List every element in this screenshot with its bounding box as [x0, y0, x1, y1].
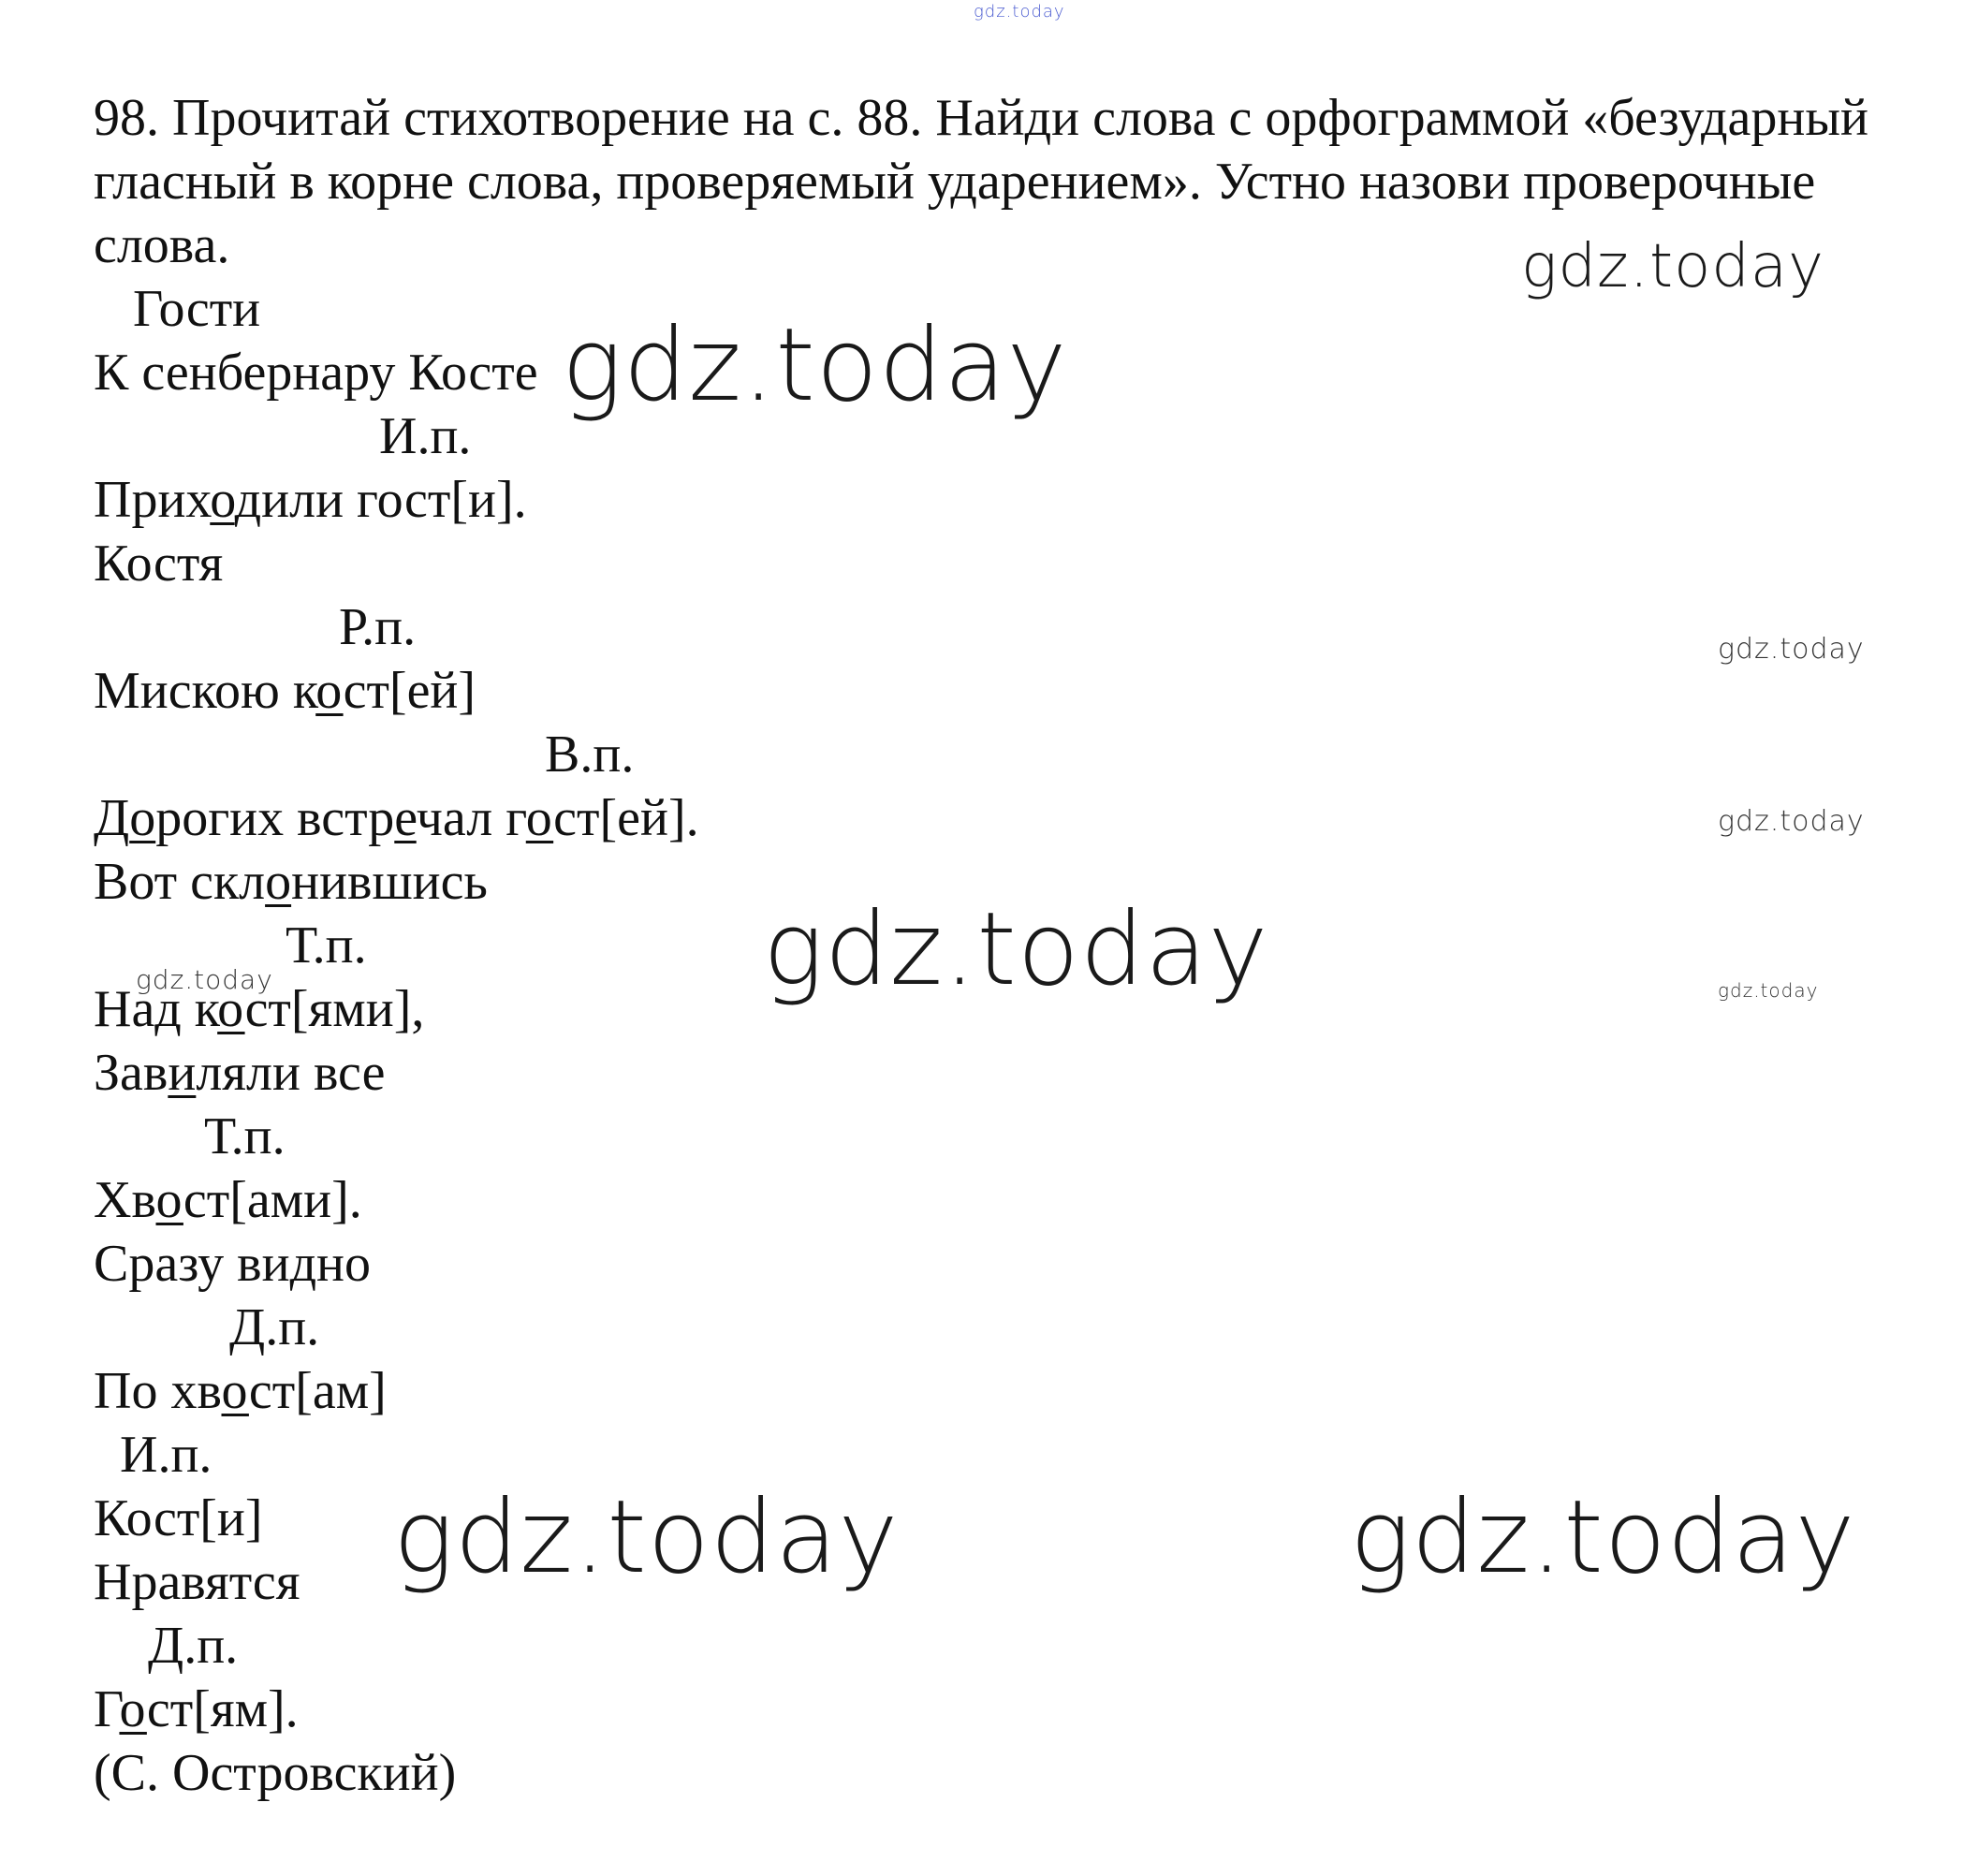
poem-line-1	[94, 341, 538, 404]
case-label-2: Р.п.	[339, 598, 417, 656]
case-label-1: И.п.	[379, 407, 472, 465]
unstressed-vowel: о	[315, 662, 344, 720]
poem-line-2	[94, 468, 527, 532]
unstressed-vowel: о	[217, 980, 245, 1038]
poem-line-4	[94, 659, 476, 723]
poem-line-8	[94, 1041, 385, 1105]
unstressed-vowel: о	[525, 789, 554, 847]
poem-line-14	[94, 1678, 299, 1741]
line-text: ст[ей]	[343, 662, 476, 720]
poem-line-7	[94, 977, 424, 1041]
poem-line-6	[94, 850, 488, 914]
line-text: рогих встр	[155, 789, 395, 847]
line-text: ст[ам]	[248, 1362, 387, 1420]
line-text: Сразу видно	[94, 1235, 372, 1293]
line-text: Д	[94, 789, 130, 847]
line-text: ст[ям].	[146, 1680, 299, 1738]
line-text: Мискою к	[94, 662, 316, 720]
watermark-large-2: gdz.today	[763, 891, 1269, 1008]
poem-line-10	[94, 1232, 371, 1296]
poem-line-5	[94, 786, 699, 850]
case-label-3: В.п.	[545, 725, 635, 784]
line-text: Нравятся	[94, 1553, 300, 1611]
line-text: К сенбернару Косте	[94, 344, 538, 402]
line-text: Зав	[94, 1044, 168, 1102]
unstressed-vowel: о	[265, 853, 292, 911]
line-text: Над к	[94, 980, 218, 1038]
watermark-large-3: gdz.today	[393, 1479, 900, 1596]
line-text: Прих	[94, 471, 211, 529]
line-text: ст[ами].	[183, 1171, 362, 1229]
unstressed-vowel: е	[394, 789, 417, 847]
watermark-top: gdz.today	[974, 2, 1065, 22]
watermark-top-right: gdz.today	[1521, 232, 1824, 301]
poem-line-11	[94, 1359, 387, 1423]
line-text: чал г	[416, 789, 526, 847]
unstressed-vowel: о	[221, 1362, 249, 1420]
poem-title: Гости	[133, 280, 261, 338]
watermark-right-1: gdz.today	[1718, 633, 1865, 666]
line-text: ст[ей].	[553, 789, 699, 847]
unstressed-vowel: о	[155, 1171, 183, 1229]
case-label-8: Д.п.	[148, 1617, 239, 1675]
poem-line-12	[94, 1487, 263, 1550]
task-text: 98. Прочитай стихотворение на с. 88. Найди слова с орфограммой «безударный гласный в корне слова, проверяемый ударением». Устно назови проверочные слова.	[94, 89, 1868, 274]
line-text: Костя	[94, 535, 224, 593]
line-text: дили гост[и].	[234, 471, 527, 529]
line-text: Г	[94, 1680, 120, 1738]
watermark-large-1: gdz.today	[562, 307, 1068, 424]
line-text: ст[ями],	[244, 980, 425, 1038]
case-label-5: Т.п.	[204, 1107, 286, 1165]
line-text: По хв	[94, 1362, 222, 1420]
line-text: Кост[и]	[94, 1489, 263, 1547]
case-label-7: И.п.	[120, 1426, 212, 1484]
unstressed-vowel: и	[168, 1044, 197, 1102]
unstressed-vowel: о	[129, 789, 156, 847]
line-text: Вот скл	[94, 853, 266, 911]
watermark-large-4: gdz.today	[1350, 1479, 1856, 1596]
unstressed-vowel: о	[210, 471, 235, 529]
poem-line-3	[94, 532, 223, 595]
line-text: нившись	[291, 853, 488, 911]
case-label-4: Т.п.	[286, 916, 367, 975]
line-text: Хв	[94, 1171, 156, 1229]
watermark-right-2: gdz.today	[1718, 805, 1865, 838]
line-text: ляли все	[196, 1044, 386, 1102]
poem-line-9	[94, 1168, 362, 1232]
case-label-6: Д.п.	[229, 1298, 320, 1356]
poem-author: (С. Островский)	[94, 1744, 457, 1802]
unstressed-vowel: о	[119, 1680, 147, 1738]
poem-line-13	[94, 1550, 300, 1614]
watermark-left-small: gdz.today	[136, 964, 273, 995]
watermark-right-3: gdz.today	[1718, 979, 1819, 1002]
